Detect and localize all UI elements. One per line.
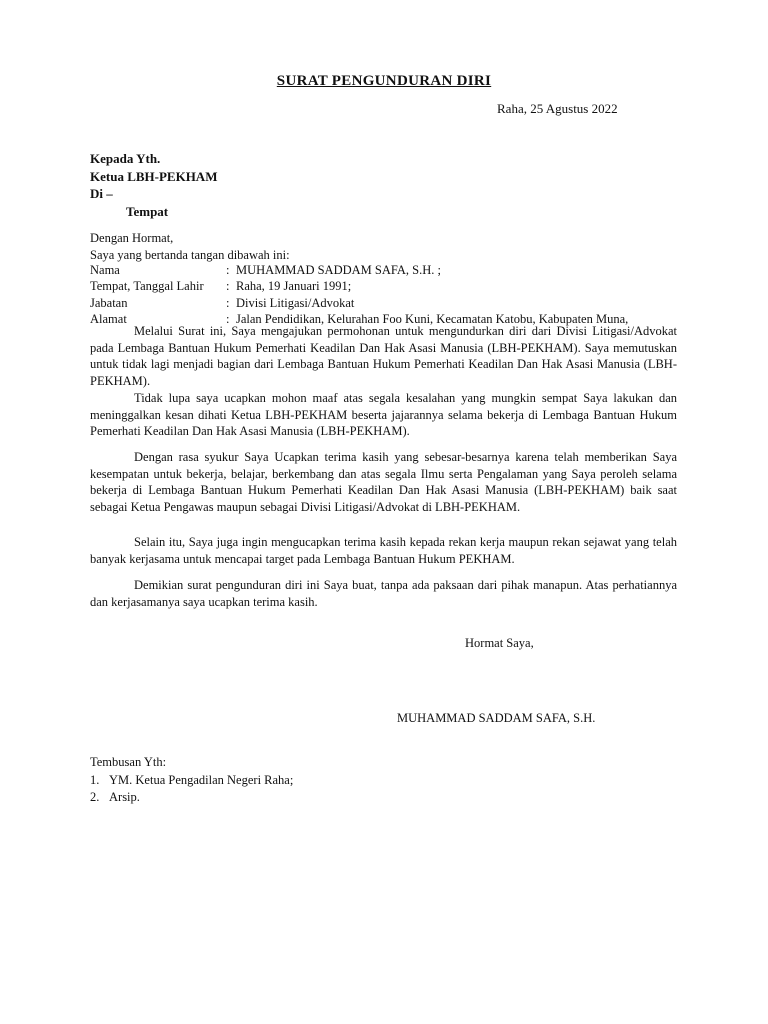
identity-label: Nama xyxy=(90,263,120,277)
identity-separator: : xyxy=(226,295,230,310)
identity-separator: : xyxy=(226,279,230,294)
cc-list xyxy=(90,772,293,807)
identity-separator: : xyxy=(226,263,230,277)
body-paragraph-4: Selain itu, Saya juga ingin mengucapkan terima kasih kepada rekan kerja maupun rekan sejawat yang telah banyak kerjasama untuk mencapai target pada Lembaga Bantuan Hukum PEKHAM. xyxy=(90,535,677,566)
identity-row-birth xyxy=(90,278,628,294)
list-item xyxy=(90,789,293,807)
identity-label: Jabatan xyxy=(90,295,128,310)
body-paragraph-1: Melalui Surat ini, Saya mengajukan permohonan untuk mengundurkan diri dari Divisi Litigasi/Advokat pada Lembaga Bantuan Hukum Pemerhati Keadilan Dan Hak Asasi Manusia (LBH-PEKHAM). Saya memutuskan untuk tidak lagi menjadi bagian dari Lembaga Bantuan Hukum Pemerhati Keadilan Dan Hak Asasi Manusia (LBH-PEKHAM). xyxy=(90,324,677,388)
recipient-line-2: Ketua LBH-PEKHAM xyxy=(90,168,218,184)
identity-label: Alamat xyxy=(90,311,127,326)
greeting-block xyxy=(90,230,677,263)
recipient-line-3: Di – xyxy=(90,186,113,201)
body-paragraph-2: Tidak lupa saya ucapkan mohon maaf atas segala kesalahan yang mungkin sempat Saya lakukan dan meninggalkan kesan dihati Ketua LBH-PEKHAM beserta jajarannya selama bekerja di Lembaga Bantuan Hukum Pemerhati Keadilan Dan Hak Asasi Manusia (LBH-PEKHAM). xyxy=(90,391,677,438)
recipient-line-1: Kepada Yth. xyxy=(90,151,161,166)
cc-number: 2. xyxy=(90,790,100,804)
identity-label: Tempat, Tanggal Lahir xyxy=(90,279,204,294)
identity-row-position xyxy=(90,295,628,311)
cc-number: 1. xyxy=(90,772,100,787)
identity-row-name xyxy=(90,262,628,278)
intro-line: Saya yang bertanda tangan dibawah ini: xyxy=(90,247,290,262)
identity-separator: : xyxy=(226,311,230,326)
letter-title: SURAT PENGUNDURAN DIRI xyxy=(276,73,492,89)
body-paragraph-3: Dengan rasa syukur Saya Ucapkan terima kasih yang sebesar-besarnya karena telah memberikan Saya kesempatan untuk bekerja, belajar, berkembang dan atas segala Ilmu serta Pengalaman yang Saya peroleh selama bekerja di Lembaga Bantuan Hukum Pemerhati Keadilan Dan Hak Asasi Manusia (LBH-PEKHAM) baik saat sebagai Ketua Pengawas maupun sebagai Divisi Litigasi/Advokat di LBH-PEKHAM. xyxy=(90,450,677,514)
identity-value: Raha, 19 Januari 1991; xyxy=(236,279,352,294)
body-paragraph-5: Demikian surat pengunduran diri ini Saya buat, tanpa ada paksaan dari pihak manapun. Atas perhatiannya dan kerjasamanya saya ucapkan terima kasih. xyxy=(90,578,677,609)
greeting: Dengan Hormat, xyxy=(90,231,174,245)
recipient-address xyxy=(90,150,217,220)
recipient-line-4: Tempat xyxy=(126,203,169,219)
identity-value: Divisi Litigasi/Advokat xyxy=(236,295,355,310)
place-date: Raha, 25 Agustus 2022 xyxy=(497,101,618,116)
signer-name: MUHAMMAD SADDAM SAFA, S.H. xyxy=(397,711,596,725)
identity-value: MUHAMMAD SADDAM SAFA, S.H. ; xyxy=(236,263,442,277)
identity-value: Jalan Pendidikan, Kelurahan Foo Kuni, Kecamatan Katobu, Kabupaten Muna, xyxy=(236,311,629,326)
cc-text: Arsip. xyxy=(109,790,140,804)
carbon-copy-block xyxy=(90,754,293,807)
closing-salutation: Hormat Saya, xyxy=(465,636,534,650)
identity-table xyxy=(90,262,628,327)
cc-heading: Tembusan Yth: xyxy=(90,755,167,769)
list-item xyxy=(90,772,293,790)
cc-text: YM. Ketua Pengadilan Negeri Raha; xyxy=(109,772,294,787)
